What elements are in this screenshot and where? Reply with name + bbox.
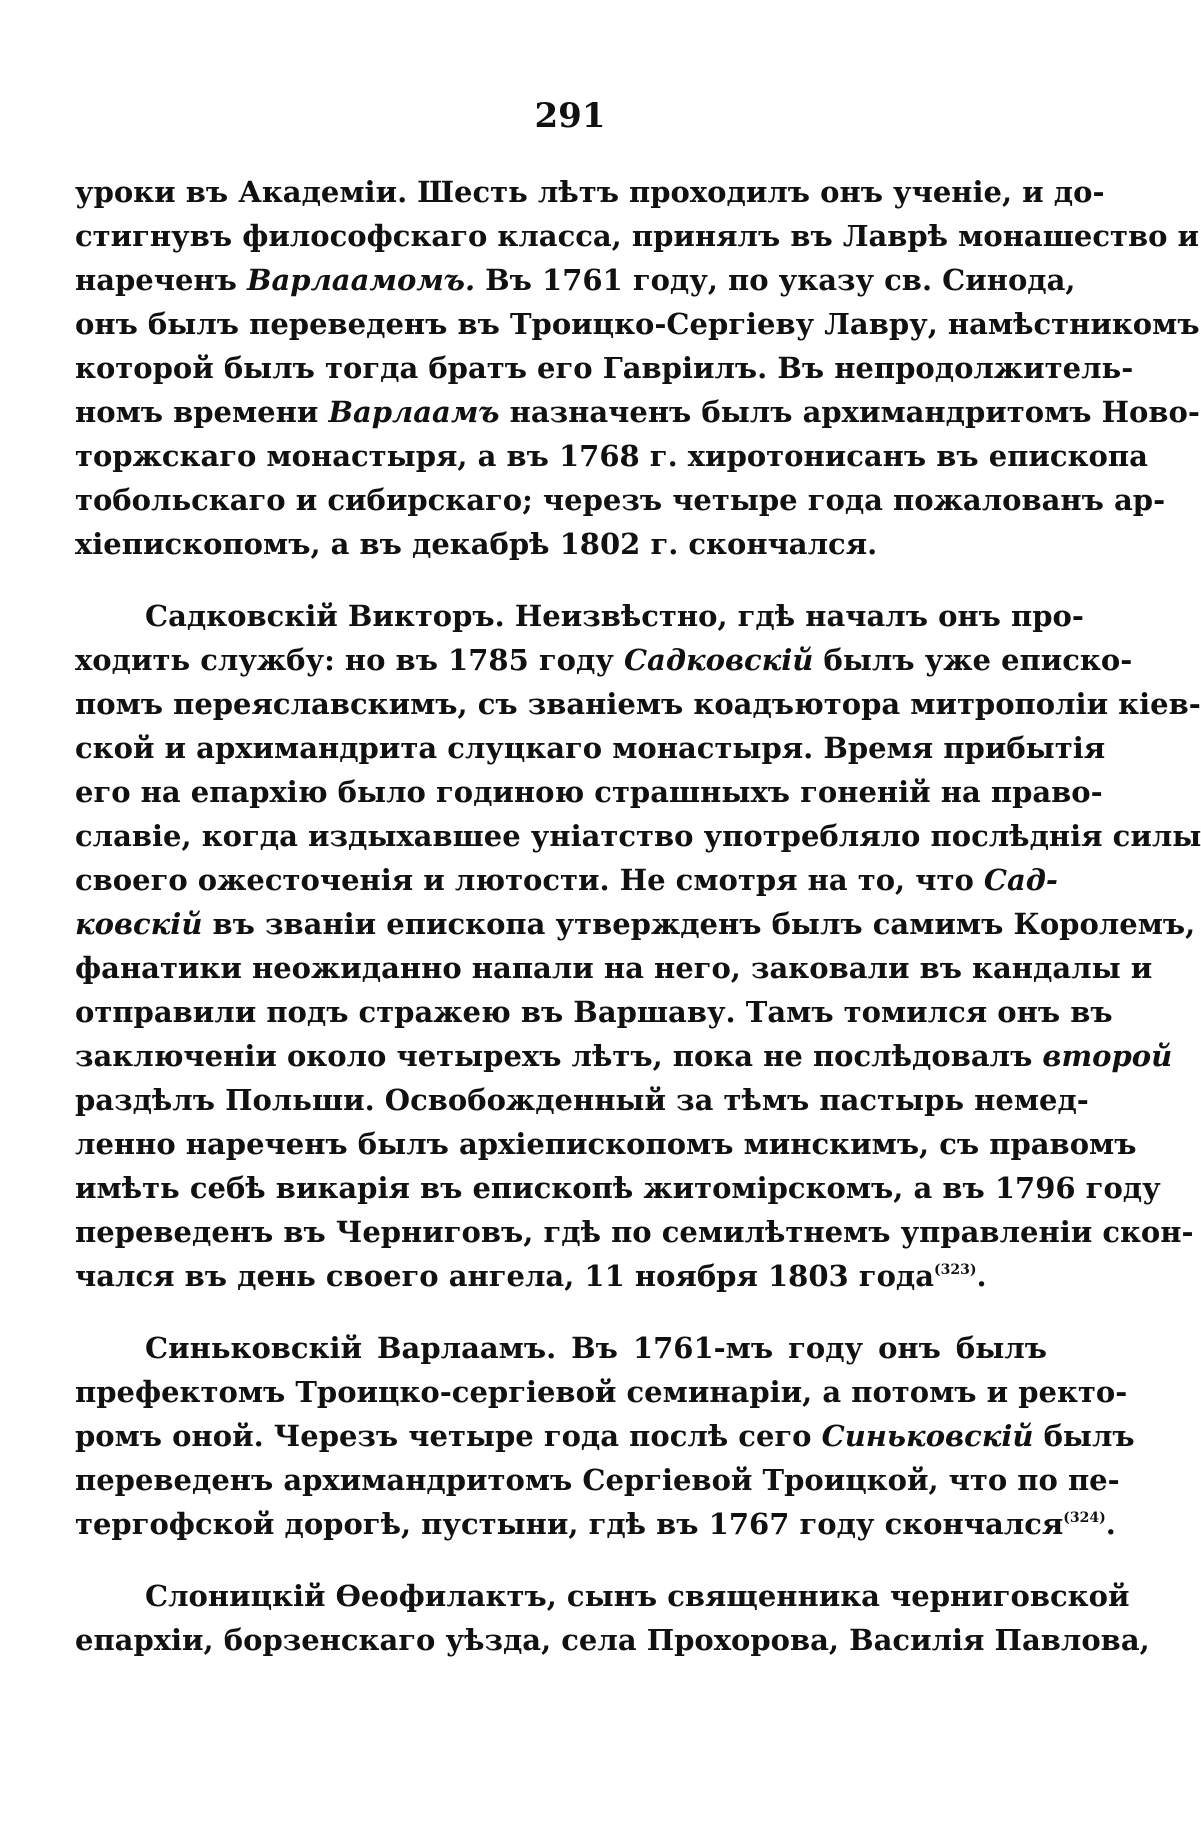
- text-line: [75, 302, 1200, 346]
- text-run: .: [1105, 1507, 1116, 1541]
- text-run: фанатики неожиданно напали на него, заковали въ кандалы и: [75, 951, 1153, 985]
- text-run: Въ 1761-мъ году онъ былъ: [556, 1331, 1047, 1365]
- text-line: [75, 170, 1105, 214]
- text-line: [75, 990, 1113, 1034]
- text-run: заключеніи около четырехъ лѣтъ, пока не послѣдовалъ: [75, 1039, 1043, 1073]
- text-line: [75, 858, 1058, 902]
- text-run: стигнувъ философскаго класса, принялъ въ Лаврѣ монашество и: [75, 219, 1200, 253]
- text-run: ленно нареченъ былъ архіепископомъ минскимъ, съ правомъ: [75, 1127, 1137, 1161]
- text-run: онъ былъ переведенъ въ Троицко-Сергіеву Лавру, намѣстникомъ: [75, 307, 1200, 341]
- text-line: [75, 594, 1084, 638]
- text-line: [75, 1574, 1130, 1618]
- text-run: ромъ оной. Черезъ четыре года послѣ сего: [75, 1419, 822, 1453]
- text-line: [75, 346, 1134, 390]
- text-run: переведенъ въ Черниговъ, гдѣ по семилѣтнемъ управленіи скон-: [75, 1215, 1194, 1249]
- entry-heading: Слоницкій Ѳеофилактъ,: [145, 1579, 557, 1613]
- text-run: хіепископомъ, а въ декабрѣ 1802 г. скончался.: [75, 527, 878, 561]
- text-line: [75, 902, 1196, 946]
- text-run: торжскаго монастыря, а въ 1768 г. хиротонисанъ въ епископа: [75, 439, 1148, 473]
- entry-heading: Синьковскій Варлаамъ.: [145, 1331, 557, 1365]
- text-run: номъ времени: [75, 395, 329, 429]
- text-line: [75, 390, 1200, 434]
- paragraph-4: [75, 1574, 1150, 1662]
- text-run: сынъ священника черниговской: [556, 1579, 1130, 1613]
- text-line: [75, 258, 1076, 302]
- text-line: [75, 814, 1201, 858]
- text-run: славіе, когда издыхавшее уніатство употребляло послѣднія силы: [75, 819, 1201, 853]
- text-run: ходить службу: но въ 1785 году: [75, 643, 624, 677]
- text-run: чался въ день своего ангела, 11 ноября 1803 года: [75, 1259, 935, 1293]
- text-line: [75, 1122, 1137, 1166]
- text-run: нареченъ: [75, 263, 247, 297]
- paragraph-1: [75, 170, 1200, 566]
- paragraph-3: [75, 1326, 1135, 1546]
- text-run: уроки въ Академіи. Шесть лѣтъ проходилъ онъ ученіе, и до-: [75, 175, 1105, 209]
- text-line: [75, 478, 1166, 522]
- text-line: [75, 522, 1047, 566]
- text-line: [75, 682, 1201, 726]
- text-run: епархіи, борзенскаго уѣзда, села Прохорова, Василія Павлова,: [75, 1623, 1150, 1657]
- body-text: [75, 170, 1201, 1690]
- text-run: тобольскаго и сибирскаго; черезъ четыре года пожалованъ ар-: [75, 483, 1166, 517]
- italic-text: Варлаамъ: [328, 395, 500, 429]
- italic-text: Садковскій: [623, 643, 814, 677]
- text-run: переведенъ архимандритомъ Сергіевой Троицкой, что по пе-: [75, 1463, 1120, 1497]
- text-line: [75, 1078, 1089, 1122]
- text-run: своего ожесточенія и лютости. Не смотря на то, что: [75, 863, 984, 897]
- italic-text: Синьковскій: [821, 1419, 1034, 1453]
- text-run: въ званіи епископа утвержденъ былъ самимъ Королемъ,: [202, 907, 1196, 941]
- text-line: [75, 1458, 1120, 1502]
- text-run: имѣть себѣ викарія въ епископѣ житомірскомъ, а въ 1796 году: [75, 1171, 1161, 1205]
- text-line: [75, 1502, 1116, 1546]
- text-line: [75, 1618, 1150, 1662]
- entry-heading: Садковскій Викторъ.: [145, 599, 505, 633]
- text-run: былъ: [1033, 1419, 1135, 1453]
- text-line: [75, 1370, 1128, 1414]
- text-run: .: [976, 1259, 987, 1293]
- text-run: отправили подъ стражею въ Варшаву. Тамъ томился онъ въ: [75, 995, 1113, 1029]
- text-run: префектомъ Троицко-сергіевой семинаріи, а потомъ и ректо-: [75, 1375, 1128, 1409]
- italic-text: Варлаамомъ.: [247, 263, 476, 297]
- italic-text: второй: [1042, 1039, 1173, 1073]
- text-line: [75, 1326, 1047, 1370]
- text-line: [75, 434, 1148, 478]
- text-run: былъ уже еписко-: [813, 643, 1133, 677]
- text-line: [75, 1034, 1173, 1078]
- text-line: [75, 638, 1133, 682]
- italic-text: Сад-: [983, 863, 1058, 897]
- text-run: раздѣлъ Польши. Освобожденный за тѣмъ пастырь немед-: [75, 1083, 1089, 1117]
- text-line: [75, 946, 1153, 990]
- text-run: Въ 1761 году, по указу св. Синода,: [475, 263, 1076, 297]
- text-run: назначенъ былъ архимандритомъ Ново-: [499, 395, 1200, 429]
- footnote-ref: (323): [934, 1262, 977, 1278]
- text-line: [75, 1210, 1194, 1254]
- footnote-ref: (324): [1063, 1510, 1106, 1526]
- italic-text: ковскій: [75, 907, 203, 941]
- text-line: [75, 1414, 1135, 1458]
- text-line: [75, 214, 1200, 258]
- paragraph-2: [75, 594, 1201, 1298]
- text-line: [75, 770, 1103, 814]
- text-run: его на епархію было годиною страшныхъ гоненій на право-: [75, 775, 1103, 809]
- text-line: [75, 1166, 1161, 1210]
- text-run: тергофской дорогѣ, пустыни, гдѣ въ 1767 году скончался: [75, 1507, 1064, 1541]
- text-line: [75, 1254, 1047, 1298]
- text-line: [75, 726, 1106, 770]
- page-number: 291: [534, 96, 606, 136]
- text-run: ской и архимандрита слуцкаго монастыря. Время прибытія: [75, 731, 1106, 765]
- text-run: которой былъ тогда братъ его Гавріилъ. Въ непродолжитель-: [75, 351, 1134, 385]
- text-run: помъ переяславскимъ, съ званіемъ коадъютора митрополіи кіев-: [75, 687, 1201, 721]
- text-run: Неизвѣстно, гдѣ началъ онъ про-: [504, 599, 1084, 633]
